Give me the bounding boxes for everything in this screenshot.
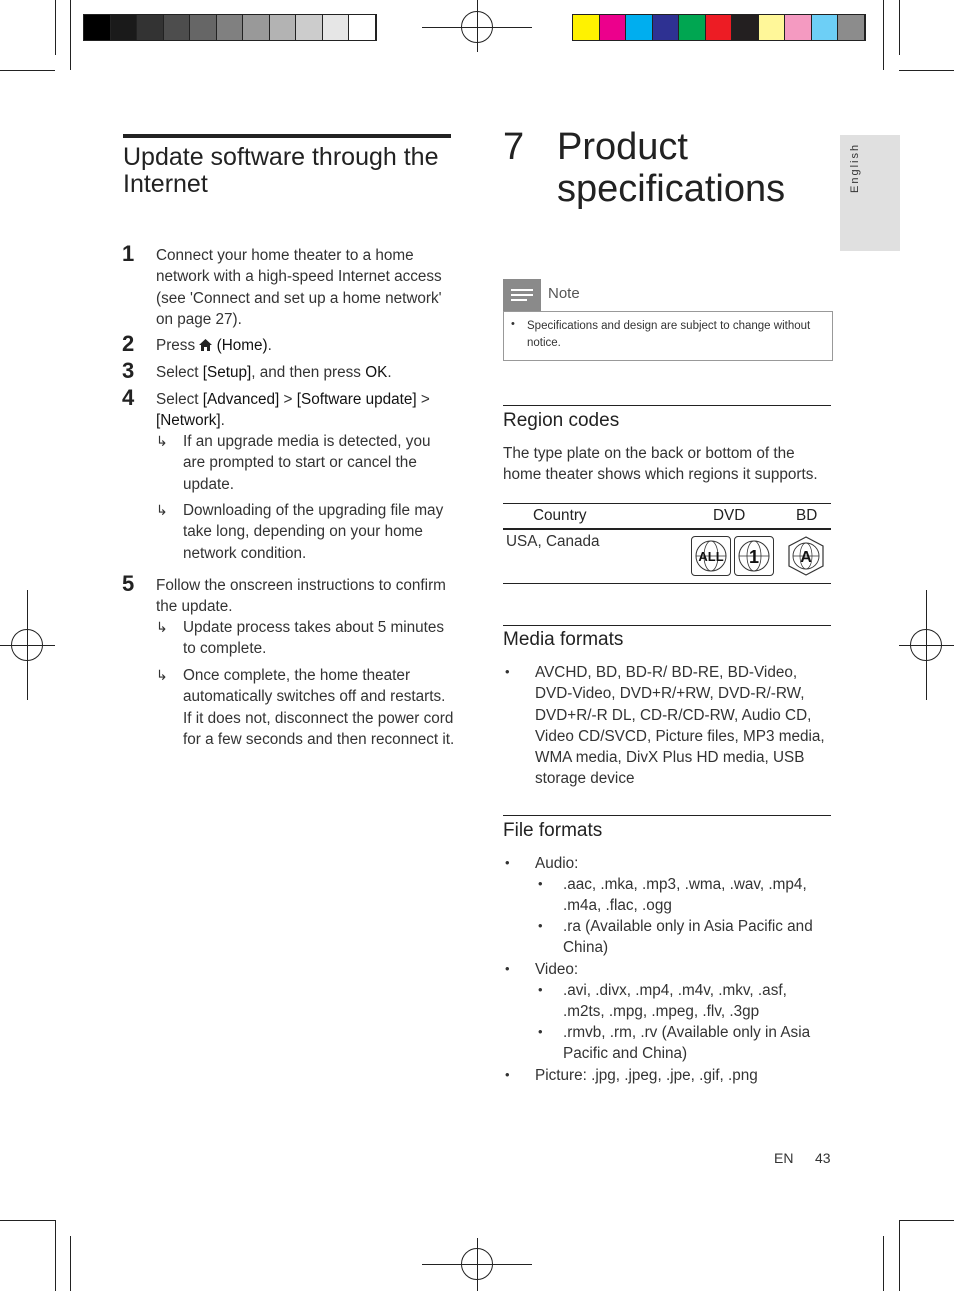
crop-mark — [0, 70, 55, 71]
subsection-rule — [503, 405, 831, 406]
table-rule — [503, 583, 831, 584]
step-number: 5 — [122, 571, 135, 596]
table-rule — [503, 528, 831, 530]
bd-badge-label: A — [800, 549, 812, 566]
crop-mark — [55, 1220, 56, 1291]
note-text: Specifications and design are subject to change without notice. — [527, 320, 811, 349]
list-bullet: • — [505, 1067, 510, 1082]
list-bullet: • — [505, 664, 510, 679]
side-tab-label: English — [849, 142, 861, 193]
region-codes-text: The type plate on the back or bottom of the home theater shows which regions it supports. — [503, 445, 818, 484]
media-formats-text: AVCHD, BD, BD-R/ BD-RE, BD-Video, DVD-Video, DVD+R/+RW, DVD-R/-RW, DVD+R/-R DL, CD-R/CD-RW, Audio CD, Video CD/SVCD, Picture files, MP3 media, WMA media, DivX Plus HD media, USB storage device — [535, 664, 825, 788]
crop-mark — [899, 1220, 954, 1221]
step-text — [156, 362, 456, 383]
menu-key-advanced: [Advanced] — [202, 391, 280, 408]
result-arrow-icon: ↳ — [156, 619, 168, 635]
crop-mark — [899, 70, 954, 71]
step-number: 3 — [122, 358, 135, 383]
color-swatch — [653, 15, 680, 40]
list-bullet: • — [505, 855, 510, 870]
video-format-item: .rmvb, .rm, .rv (Available only in Asia Pacific and China) — [563, 1024, 811, 1063]
step-text-part: Press — [156, 337, 200, 354]
result-text: If an upgrade media is detected, you are prompted to start or cancel the update. — [183, 433, 431, 493]
registration-circle — [461, 1248, 493, 1280]
color-swatch — [349, 15, 376, 40]
page-number: 43 — [815, 1150, 831, 1166]
color-swatch — [732, 15, 759, 40]
color-swatch — [573, 15, 600, 40]
result-arrow-icon: ↳ — [156, 433, 168, 449]
step-number: 4 — [122, 385, 135, 410]
step-text-part: > — [416, 391, 430, 408]
step-text-part: . — [387, 364, 392, 381]
table-cell-country: USA, Canada — [506, 533, 600, 550]
result-arrow-icon: ↳ — [156, 502, 168, 518]
chapter-number: 7 — [503, 126, 525, 168]
crop-mark — [899, 1220, 900, 1291]
list-bullet: • — [538, 1024, 543, 1039]
note-bullet: • — [511, 318, 515, 330]
table-header-country: Country — [533, 507, 587, 524]
subsection-rule — [503, 815, 831, 816]
color-swatch — [270, 15, 297, 40]
audio-format-item: .aac, .mka, .mp3, .wma, .wav, .mp4, .m4a, .flac, .ogg — [563, 876, 807, 915]
menu-key-setup: [Setup] — [202, 364, 252, 381]
list-bullet: • — [538, 918, 543, 933]
color-swatch — [296, 15, 323, 40]
globe-icon — [692, 537, 730, 575]
color-swatch — [243, 15, 270, 40]
note-label: Note — [548, 285, 580, 302]
color-swatch — [785, 15, 812, 40]
crop-mark — [883, 1236, 884, 1291]
step-text-part: . — [267, 337, 272, 354]
crop-mark — [0, 1220, 55, 1221]
media-formats-heading: Media formats — [503, 629, 624, 650]
home-icon — [199, 339, 212, 351]
result-text: Once complete, the home theater automatically switches off and restarts. If it does not, disconnect the power cord for a few seconds and then reconnect it. — [183, 667, 455, 748]
crop-mark — [70, 1236, 71, 1291]
grayscale-color-bar — [83, 14, 377, 41]
color-swatch — [838, 15, 865, 40]
language-side-tab — [840, 135, 900, 251]
step-text: Connect your home theater to a home network with a high-speed Internet access (see 'Connect and set up a home network' on page 27). — [156, 247, 442, 328]
crop-mark — [883, 0, 884, 70]
step-number: 2 — [122, 331, 135, 356]
color-swatch — [759, 15, 786, 40]
picture-formats-text: Picture: .jpg, .jpeg, .jpe, .gif, .png — [535, 1067, 758, 1084]
color-swatch — [706, 15, 733, 40]
list-bullet: • — [505, 961, 510, 976]
step-number: 1 — [122, 241, 135, 266]
crop-mark — [899, 0, 900, 55]
list-bullet: • — [538, 876, 543, 891]
dvd-badge-label: 1 — [748, 547, 760, 567]
hexagon-globe-icon — [786, 536, 826, 576]
color-swatch — [626, 15, 653, 40]
color-swatch — [190, 15, 217, 40]
audio-label: Audio: — [535, 855, 579, 872]
file-formats-heading: File formats — [503, 820, 603, 841]
color-swatch — [84, 15, 111, 40]
list-bullet: • — [538, 982, 543, 997]
step-text-part: Select — [156, 391, 203, 408]
menu-key-software-update: [Software update] — [296, 391, 417, 408]
registration-circle — [461, 11, 493, 43]
color-swatch — [600, 15, 627, 40]
chapter-title-line: Product — [557, 126, 688, 168]
table-header-bd: BD — [796, 507, 818, 524]
step-text-part: > — [279, 391, 297, 408]
section-title: Update software through the Internet — [123, 134, 451, 198]
table-rule — [503, 503, 831, 504]
audio-format-item: .ra (Available only in Asia Pacific and China) — [563, 918, 813, 957]
result-text: Downloading of the upgrading file may take long, depending on your home network condition. — [183, 502, 444, 562]
color-swatch — [812, 15, 839, 40]
key-ok: OK — [365, 364, 388, 381]
process-color-bar — [572, 14, 866, 41]
video-format-item: .avi, .divx, .mp4, .m4v, .mkv, .asf, .m2ts, .mpg, .mpeg, .flv, .3gp — [563, 982, 787, 1021]
color-swatch — [111, 15, 138, 40]
color-swatch — [217, 15, 244, 40]
color-swatch — [137, 15, 164, 40]
result-text: Update process takes about 5 minutes to complete. — [183, 619, 445, 658]
bd-region-a-badge — [786, 536, 826, 576]
result-arrow-icon: ↳ — [156, 667, 168, 683]
registration-circle — [11, 629, 43, 661]
menu-key-network: [Network] — [156, 412, 221, 430]
dvd-badge-label: ALL — [698, 549, 724, 564]
subsection-rule — [503, 625, 831, 626]
region-codes-heading: Region codes — [503, 410, 620, 431]
step-text — [156, 335, 456, 356]
chapter-title-line: specifications — [557, 168, 786, 210]
registration-circle — [910, 629, 942, 661]
step-text — [156, 389, 456, 432]
globe-icon — [735, 537, 773, 575]
note-icon — [503, 279, 541, 311]
table-header-dvd: DVD — [713, 507, 746, 524]
crop-mark — [55, 0, 56, 55]
dvd-region-1-badge — [734, 536, 774, 576]
footer-language: EN — [774, 1150, 794, 1166]
step-text-part: Select — [156, 364, 203, 381]
color-swatch — [323, 15, 350, 40]
color-swatch — [164, 15, 191, 40]
color-swatch — [679, 15, 706, 40]
video-label: Video: — [535, 961, 579, 978]
step-text-part: , and then press — [251, 364, 366, 381]
home-key-label: (Home) — [216, 337, 268, 354]
step-text-part: . — [220, 412, 225, 430]
crop-mark — [70, 0, 71, 70]
chapter-title — [557, 126, 785, 210]
dvd-region-all-badge — [691, 536, 731, 576]
step-text: Follow the onscreen instructions to confirm the update. — [156, 577, 446, 616]
